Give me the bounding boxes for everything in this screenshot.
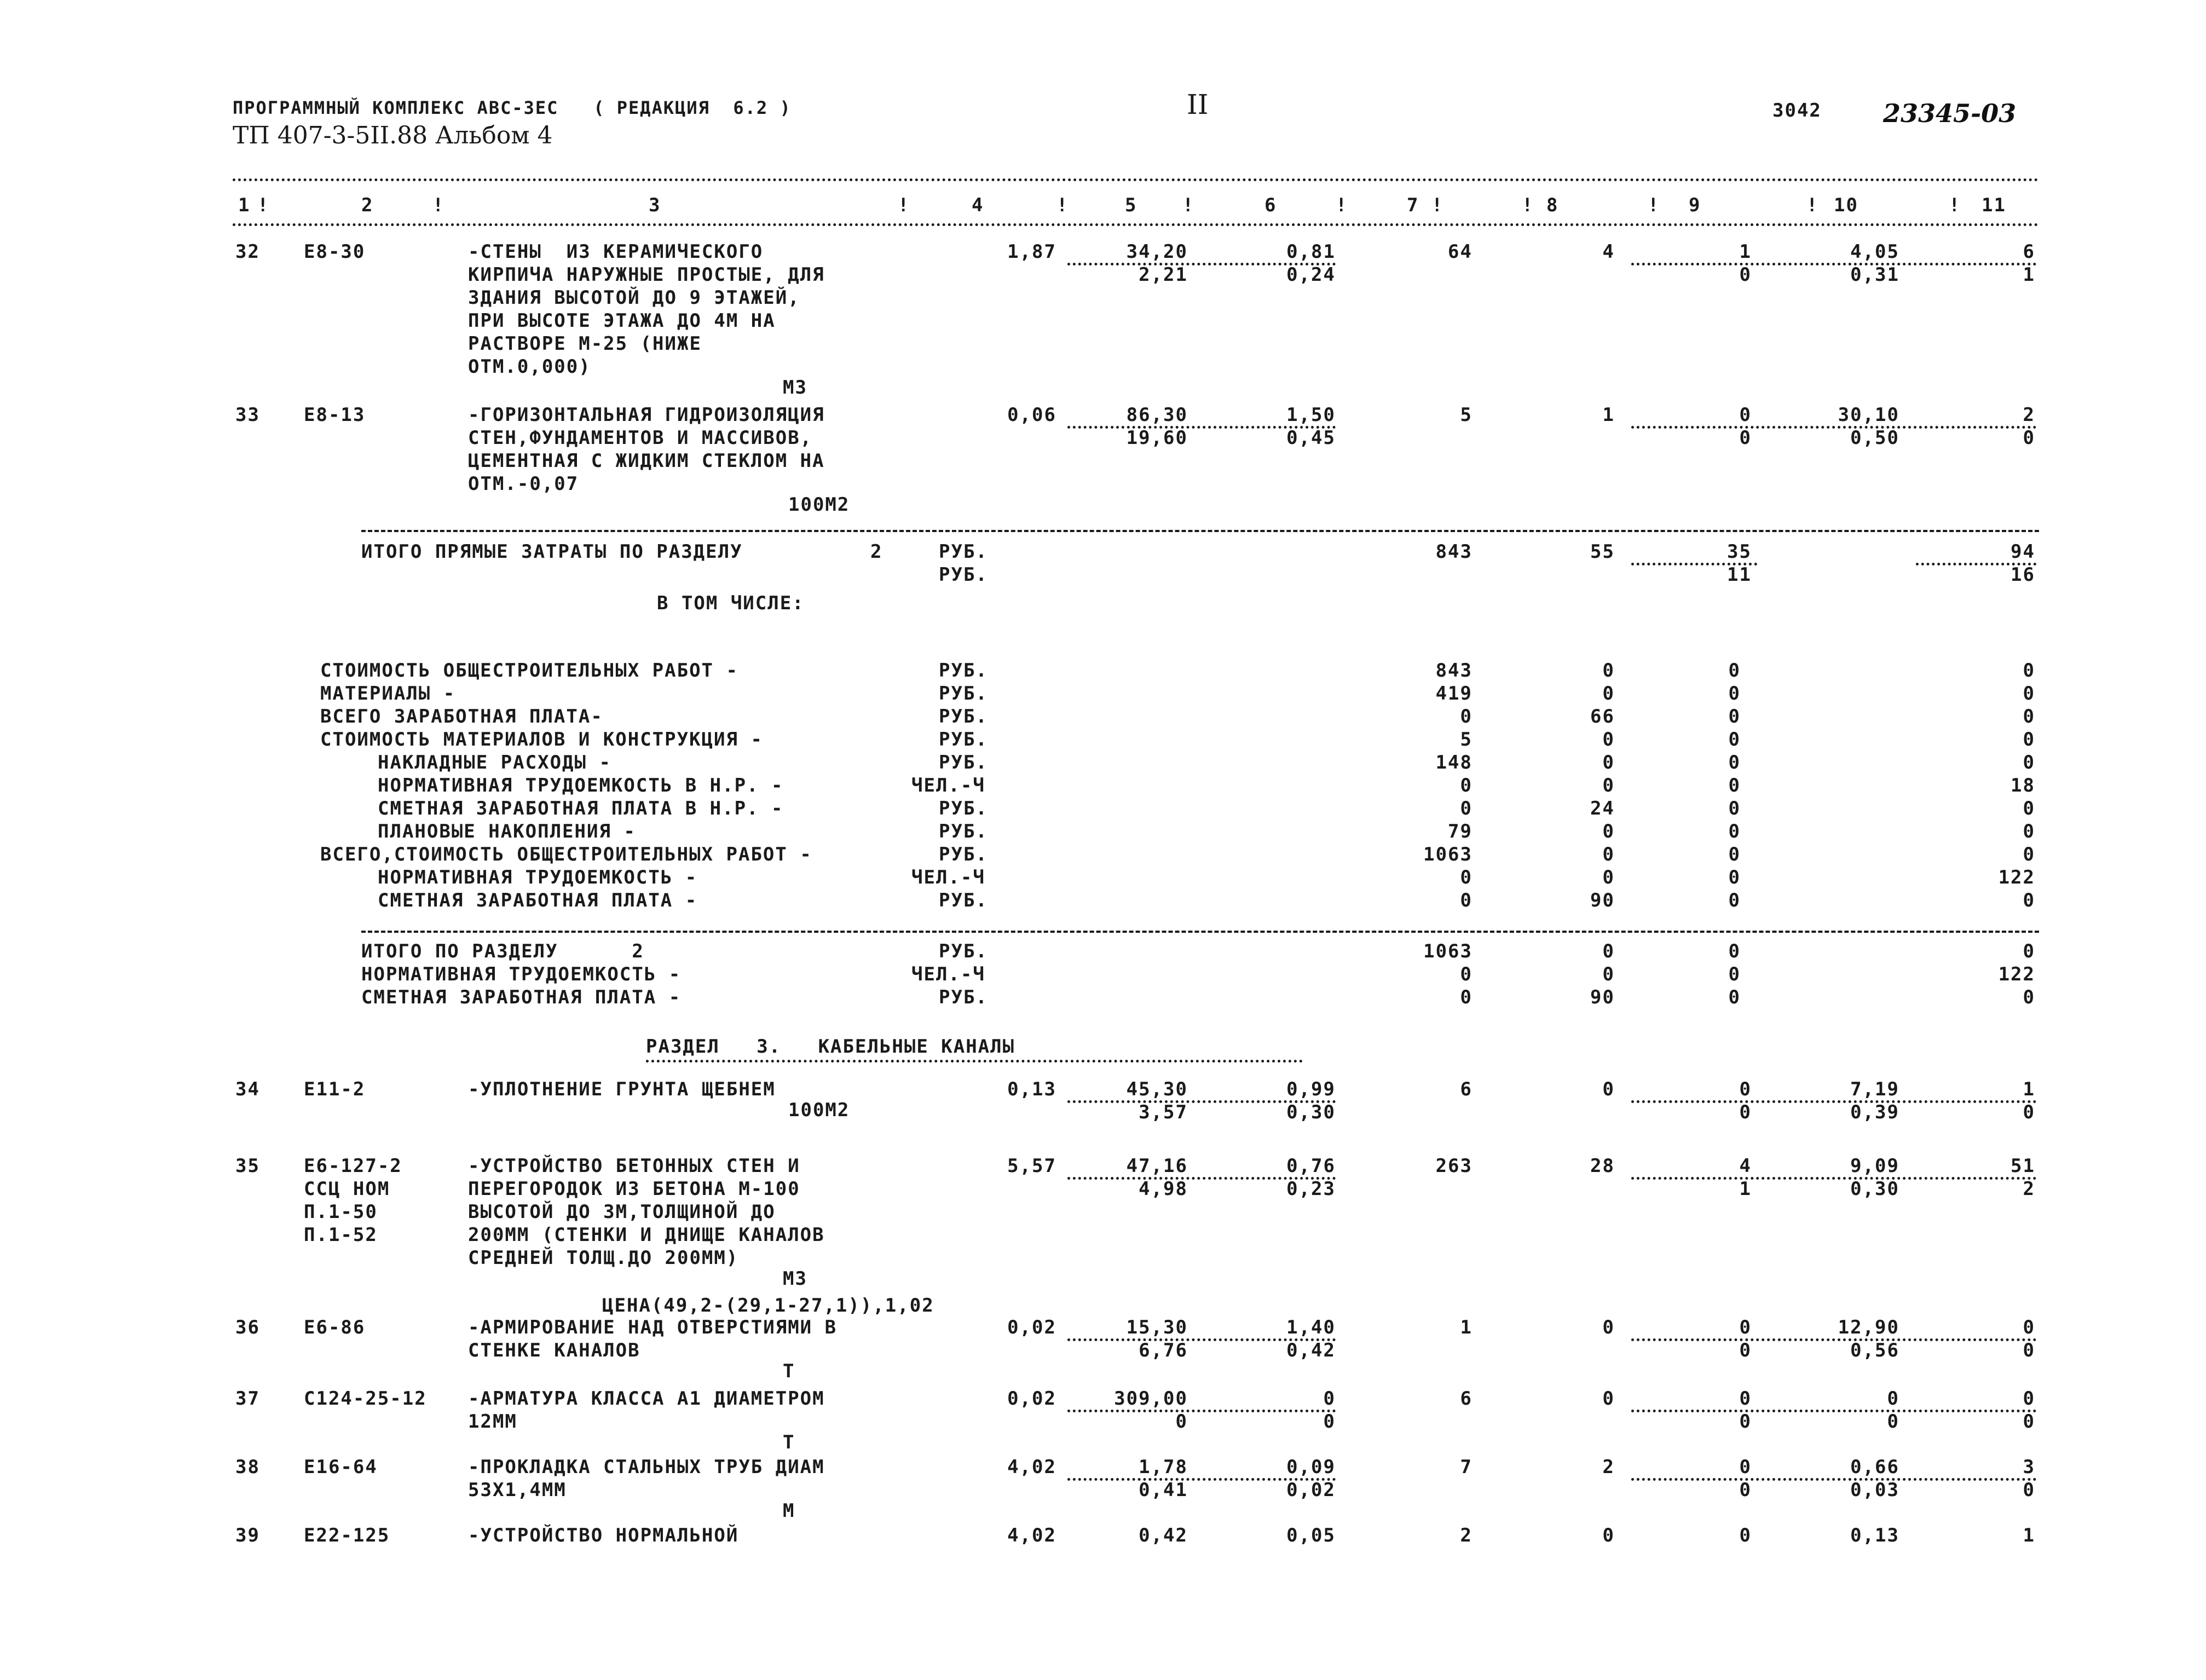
- breakdown-labor: 0: [2023, 683, 2035, 705]
- item-37-labor-unit: 0: [1887, 1388, 1899, 1410]
- item-36-price-machine-wage: 0,42: [1286, 1340, 1336, 1361]
- item-34-labor-machine-unit: 0,39: [1850, 1101, 1899, 1123]
- item-38-qty: 4,02: [1007, 1456, 1056, 1478]
- breakdown-cost: 0: [1460, 798, 1472, 819]
- item-34-price-machine-wage: 0,30: [1286, 1101, 1336, 1123]
- breakdown-label: СТОИМОСТЬ МАТЕРИАЛОВ И КОНСТРУКЦИЯ -: [320, 729, 763, 750]
- column-header-1: 1: [238, 194, 251, 216]
- item-35-desc-line: ВЫСОТОЙ ДО 3М,ТОЛЩИНОЙ ДО: [468, 1201, 776, 1223]
- item-39-price-wage: 0,05: [1286, 1525, 1336, 1546]
- section-total-labor: 0: [2023, 986, 2035, 1008]
- breakdown-cost: 419: [1435, 683, 1472, 705]
- item-33-desc-line: -ГОРИЗОНТАЛЬНАЯ ГИДРОИЗОЛЯЦИЯ: [468, 404, 825, 426]
- item-38-cost-machine-wage: 0: [1739, 1479, 1752, 1501]
- breakdown-cost: 1063: [1423, 844, 1472, 865]
- breakdown-labor: 0: [2023, 798, 2035, 819]
- breakdown-unit: РУБ.: [939, 683, 988, 705]
- breakdown-wage: 0: [1602, 844, 1615, 865]
- item-36-price-machine: 6,76: [1139, 1340, 1188, 1361]
- breakdown-wage: 0: [1602, 867, 1615, 888]
- item-37-price-total: 309,00: [1114, 1388, 1188, 1410]
- breakdown-labor: 0: [2023, 752, 2035, 773]
- section-total-label: СМЕТНАЯ ЗАРАБОТНАЯ ПЛАТА -: [361, 986, 682, 1008]
- breakdown-machine: 0: [1728, 660, 1741, 682]
- item-35-cost-machine-wage: 1: [1739, 1178, 1752, 1200]
- item-37-desc-line: 12ММ: [468, 1411, 517, 1433]
- breakdown-unit: ЧЕЛ.-Ч: [911, 775, 985, 796]
- item-32-labor-machine-unit: 0,31: [1850, 264, 1899, 286]
- item-36-labor-total: 0: [2023, 1317, 2035, 1338]
- totals-unit2: РУБ.: [939, 564, 988, 586]
- project-title: ТП 407-3-5II.88 Альбом 4: [233, 122, 553, 149]
- item-32-desc-line: РАСТВОРЕ М-25 (НИЖЕ: [468, 333, 702, 355]
- section-total-unit: ЧЕЛ.-Ч: [911, 963, 985, 985]
- column-divider: !: [1182, 194, 1195, 216]
- item-32-code: Е8-30: [304, 241, 366, 263]
- item-34-price-wage: 0,99: [1286, 1078, 1336, 1100]
- item-34-code: Е11-2: [304, 1078, 366, 1100]
- breakdown-machine: 0: [1728, 821, 1741, 842]
- breakdown-machine: 0: [1728, 844, 1741, 865]
- item-35-price-machine-wage: 0,23: [1286, 1178, 1336, 1200]
- item-37-price-machine-wage: 0: [1323, 1411, 1336, 1433]
- item-36-qty: 0,02: [1007, 1317, 1056, 1338]
- column-divider: !: [1336, 194, 1348, 216]
- item-33-labor-machine-unit: 0,50: [1850, 427, 1899, 449]
- section-total-rule: [361, 931, 2039, 933]
- section-total-wage: 0: [1602, 963, 1615, 985]
- totals-wage: 55: [1590, 541, 1615, 563]
- breakdown-wage: 0: [1602, 775, 1615, 796]
- item-32-cost-machine-wage: 0: [1739, 264, 1752, 286]
- item-36-num: 36: [235, 1317, 260, 1338]
- item-35-num: 35: [235, 1155, 260, 1177]
- column-divider: !: [1522, 194, 1534, 216]
- section-total-machine: 0: [1728, 963, 1741, 985]
- item-35-desc-line: ПЕРЕГОРОДОК ИЗ БЕТОНА М-100: [468, 1178, 800, 1200]
- breakdown-labor: 0: [2023, 660, 2035, 682]
- item-33-labor-unit: 30,10: [1838, 404, 1899, 426]
- breakdown-label: ПЛАНОВЫЕ НАКОПЛЕНИЯ -: [378, 821, 636, 842]
- breakdown-label: СМЕТНАЯ ЗАРАБОТНАЯ ПЛАТА -: [378, 890, 698, 911]
- item-35-cost-wage: 28: [1590, 1155, 1615, 1177]
- item-38-unit: М: [783, 1500, 795, 1522]
- breakdown-cost: 79: [1448, 821, 1472, 842]
- item-33-price-machine: 19,60: [1126, 427, 1188, 449]
- item-32-desc-line: ОТМ.0,000): [468, 356, 591, 378]
- item-36-desc-line: СТЕНКЕ КАНАЛОВ: [468, 1340, 640, 1361]
- item-38-cost-wage: 2: [1602, 1456, 1615, 1478]
- section-total-cost: 0: [1460, 963, 1472, 985]
- item-33-num: 33: [235, 404, 260, 426]
- item-32-desc-line: ПРИ ВЫСОТЕ ЭТАЖА ДО 4М НА: [468, 310, 776, 332]
- item-32-unit: М3: [783, 377, 807, 399]
- breakdown-machine: 0: [1728, 683, 1741, 705]
- item-38-cost-machine: 0: [1739, 1456, 1752, 1478]
- item-32-labor-total: 6: [2023, 241, 2035, 263]
- item-32-cost-wage: 4: [1602, 241, 1615, 263]
- section-total-machine: 0: [1728, 940, 1741, 962]
- breakdown-labor: 122: [1998, 867, 2035, 888]
- section-total-cost: 1063: [1423, 940, 1472, 962]
- column-divider: !: [257, 194, 270, 216]
- item-35-code: Е6-127-2: [304, 1155, 402, 1177]
- column-divider: !: [1806, 194, 1819, 216]
- breakdown-cost: 5: [1460, 729, 1472, 750]
- item-37-labor-total: 0: [2023, 1388, 2035, 1410]
- breakdown-machine: 0: [1728, 775, 1741, 796]
- item-39-labor-unit: 0,13: [1850, 1525, 1899, 1546]
- item-32-desc-line: КИРПИЧА НАРУЖНЫЕ ПРОСТЫЕ, ДЛЯ: [468, 264, 825, 286]
- item-32-desc-line: ЗДАНИЯ ВЫСОТОЙ ДО 9 ЭТАЖЕЙ,: [468, 287, 800, 309]
- section-total-machine: 0: [1728, 986, 1741, 1008]
- totals-unit: РУБ.: [939, 541, 988, 563]
- breakdown-machine: 0: [1728, 706, 1741, 728]
- breakdown-wage: 0: [1602, 660, 1615, 682]
- item-35-qty: 5,57: [1007, 1155, 1056, 1177]
- item-35-unit: М3: [783, 1268, 807, 1290]
- breakdown-label: НОРМАТИВНАЯ ТРУДОЕМКОСТЬ -: [378, 867, 698, 888]
- column-header-7: 7: [1407, 194, 1419, 216]
- breakdown-labor: 0: [2023, 729, 2035, 750]
- item-38-labor-unit: 0,66: [1850, 1456, 1899, 1478]
- breakdown-labor: 0: [2023, 890, 2035, 911]
- breakdown-machine: 0: [1728, 890, 1741, 911]
- page-number: II: [1187, 89, 1209, 120]
- totals-including: В ТОМ ЧИСЛЕ:: [657, 592, 805, 614]
- item-35-desc-line: 200ММ (СТЕНКИ И ДНИЩЕ КАНАЛОВ: [468, 1224, 825, 1246]
- item-32-labor-machine-total: 1: [2023, 264, 2035, 286]
- header-rule-top: [233, 178, 2039, 181]
- breakdown-wage: 0: [1602, 821, 1615, 842]
- item-36-price-total: 15,30: [1126, 1317, 1188, 1338]
- item-37-desc-line: -АРМАТУРА КЛАССА А1 ДИАМЕТРОМ: [468, 1388, 825, 1410]
- column-divider: !: [1056, 194, 1069, 216]
- column-header-4: 4: [972, 194, 984, 216]
- item-37-cost-total: 6: [1460, 1388, 1472, 1410]
- column-header-8: 8: [1546, 194, 1559, 216]
- item-39-num: 39: [235, 1525, 260, 1546]
- item-34-cost-machine: 0: [1739, 1078, 1752, 1100]
- item-35-labor-machine-total: 2: [2023, 1178, 2035, 1200]
- item-39-cost-wage: 0: [1602, 1525, 1615, 1546]
- item-37-cost-wage: 0: [1602, 1388, 1615, 1410]
- breakdown-wage: 24: [1590, 798, 1615, 819]
- breakdown-unit: ЧЕЛ.-Ч: [911, 867, 985, 888]
- item-34-desc-line: -УПЛОТНЕНИЕ ГРУНТА ЩЕБНЕМ: [468, 1078, 776, 1100]
- item-36-desc-line: -АРМИРОВАНИЕ НАД ОТВЕРСТИЯМИ В: [468, 1317, 838, 1338]
- item-35-price-machine: 4,98: [1139, 1178, 1188, 1200]
- item-39-cost-total: 2: [1460, 1525, 1472, 1546]
- section-total-unit: РУБ.: [939, 940, 988, 962]
- item-32-desc-line: -СТЕНЫ ИЗ КЕРАМИЧЕСКОГО: [468, 241, 764, 263]
- breakdown-cost: 843: [1435, 660, 1472, 682]
- item-37-unit: Т: [783, 1431, 795, 1453]
- item-36-cost-machine: 0: [1739, 1317, 1752, 1338]
- breakdown-wage: 90: [1590, 890, 1615, 911]
- item-38-desc-line: -ПРОКЛАДКА СТАЛЬНЫХ ТРУБ ДИАМ: [468, 1456, 825, 1478]
- section-total-wage: 90: [1590, 986, 1615, 1008]
- program-header: ПРОГРАММНЫЙ КОМПЛЕКС АВС-ЗЕС ( РЕДАКЦИЯ 6.2 ): [233, 97, 792, 118]
- item-38-labor-machine-unit: 0,03: [1850, 1479, 1899, 1501]
- totals-machine-wage: 11: [1727, 564, 1752, 586]
- item-38-price-machine-wage: 0,02: [1286, 1479, 1336, 1501]
- breakdown-machine: 0: [1728, 752, 1741, 773]
- item-38-labor-total: 3: [2023, 1456, 2035, 1478]
- totals-title: ИТОГО ПРЯМЫЕ ЗАТРАТЫ ПО РАЗДЕЛУ: [361, 541, 743, 563]
- item-35-price-note: ЦЕНА(49,2-(29,1-27,1)),1,02: [602, 1295, 934, 1317]
- breakdown-labor: 0: [2023, 706, 2035, 728]
- breakdown-label: СТОИМОСТЬ ОБЩЕСТРОИТЕЛЬНЫХ РАБОТ -: [320, 660, 738, 682]
- item-37-code: С124-25-12: [304, 1388, 427, 1410]
- breakdown-wage: 0: [1602, 729, 1615, 750]
- item-32-cost-machine: 1: [1739, 241, 1752, 263]
- item-39-code: Е22-125: [304, 1525, 390, 1546]
- item-32-num: 32: [235, 241, 260, 263]
- breakdown-cost: 0: [1460, 775, 1472, 796]
- item-39-labor-total: 1: [2023, 1525, 2035, 1546]
- item-35-code-extra: ССЦ НОМ: [304, 1178, 390, 1200]
- item-33-price-total: 86,30: [1126, 404, 1188, 426]
- breakdown-label: МАТЕРИАЛЫ -: [320, 683, 456, 705]
- breakdown-cost: 0: [1460, 867, 1472, 888]
- breakdown-cost: 0: [1460, 890, 1472, 911]
- item-34-price-total: 45,30: [1126, 1078, 1188, 1100]
- column-divider: !: [1431, 194, 1444, 216]
- breakdown-wage: 0: [1602, 752, 1615, 773]
- totals-rule: [361, 530, 2039, 532]
- item-35-price-wage: 0,76: [1286, 1155, 1336, 1177]
- item-35-cost-total: 263: [1435, 1155, 1472, 1177]
- breakdown-wage: 66: [1590, 706, 1615, 728]
- item-35-price-total: 47,16: [1126, 1155, 1188, 1177]
- item-32-labor-unit: 4,05: [1850, 241, 1899, 263]
- item-34-unit: 100М2: [788, 1099, 850, 1121]
- column-divider: !: [1949, 194, 1961, 216]
- item-33-desc-line: СТЕН,ФУНДАМЕНТОВ И МАССИВОВ,: [468, 427, 813, 449]
- section-total-labor: 0: [2023, 940, 2035, 962]
- totals-cost: 843: [1435, 541, 1472, 563]
- item-38-price-total: 1,78: [1139, 1456, 1188, 1478]
- item-32-qty: 1,87: [1007, 241, 1056, 263]
- breakdown-label: НАКЛАДНЫЕ РАСХОДЫ -: [378, 752, 611, 773]
- breakdown-cost: 0: [1460, 706, 1472, 728]
- item-35-labor-unit: 9,09: [1850, 1155, 1899, 1177]
- item-33-cost-wage: 1: [1602, 404, 1615, 426]
- item-34-cost-total: 6: [1460, 1078, 1472, 1100]
- item-33-price-machine-wage: 0,45: [1286, 427, 1336, 449]
- breakdown-label: НОРМАТИВНАЯ ТРУДОЕМКОСТЬ В Н.Р. -: [378, 775, 784, 796]
- totals-labor: 94: [2011, 541, 2035, 563]
- item-34-price-machine: 3,57: [1139, 1101, 1188, 1123]
- totals-section-no: 2: [870, 541, 883, 563]
- item-36-labor-unit: 12,90: [1838, 1317, 1899, 1338]
- handwritten-number: 23345-03: [1883, 99, 2017, 128]
- item-38-price-machine: 0,41: [1139, 1479, 1188, 1501]
- item-33-labor-machine-total: 0: [2023, 427, 2035, 449]
- breakdown-label: ВСЕГО,СТОИМОСТЬ ОБЩЕСТРОИТЕЛЬНЫХ РАБОТ -: [320, 844, 812, 865]
- item-33-cost-total: 5: [1460, 404, 1472, 426]
- item-39-cost-machine: 0: [1739, 1525, 1752, 1546]
- breakdown-labor: 0: [2023, 844, 2035, 865]
- item-33-price-wage: 1,50: [1286, 404, 1336, 426]
- item-34-qty: 0,13: [1007, 1078, 1056, 1100]
- item-38-cost-total: 7: [1460, 1456, 1472, 1478]
- breakdown-machine: 0: [1728, 729, 1741, 750]
- item-37-labor-machine-total: 0: [2023, 1411, 2035, 1433]
- item-32-price-wage: 0,81: [1286, 241, 1336, 263]
- item-37-cost-machine-wage: 0: [1739, 1411, 1752, 1433]
- column-header-9: 9: [1689, 194, 1701, 216]
- section-total-unit: РУБ.: [939, 986, 988, 1008]
- item-36-labor-machine-unit: 0,56: [1850, 1340, 1899, 1361]
- section3-title: РАЗДЕЛ 3. КАБЕЛЬНЫЕ КАНАЛЫ: [646, 1036, 1015, 1058]
- breakdown-unit: РУБ.: [939, 729, 988, 750]
- breakdown-label: ВСЕГО ЗАРАБОТНАЯ ПЛАТА-: [320, 706, 603, 728]
- item-36-code: Е6-86: [304, 1317, 366, 1338]
- breakdown-wage: 0: [1602, 683, 1615, 705]
- item-35-cost-machine: 4: [1739, 1155, 1752, 1177]
- item-35-labor-machine-unit: 0,30: [1850, 1178, 1899, 1200]
- breakdown-unit: РУБ.: [939, 890, 988, 911]
- column-header-5: 5: [1125, 194, 1137, 216]
- column-header-6: 6: [1264, 194, 1277, 216]
- item-38-num: 38: [235, 1456, 260, 1478]
- item-36-price-wage: 1,40: [1286, 1317, 1336, 1338]
- item-33-desc-line: ОТМ.-0,07: [468, 473, 579, 495]
- item-39-price-total: 0,42: [1139, 1525, 1188, 1546]
- item-35-code-extra: П.1-50: [304, 1201, 378, 1223]
- breakdown-unit: РУБ.: [939, 706, 988, 728]
- item-36-cost-machine-wage: 0: [1739, 1340, 1752, 1361]
- breakdown-cost: 148: [1435, 752, 1472, 773]
- document-code: 3042: [1772, 100, 1822, 122]
- item-34-cost-wage: 0: [1602, 1078, 1615, 1100]
- item-39-desc-line: -УСТРОЙСТВО НОРМАЛЬНОЙ: [468, 1525, 739, 1546]
- column-header-11: 11: [1982, 194, 2006, 216]
- item-35-code-extra: П.1-52: [304, 1224, 378, 1246]
- item-32-cost-total: 64: [1448, 241, 1472, 263]
- breakdown-unit: РУБ.: [939, 752, 988, 773]
- item-37-price-wage: 0: [1323, 1388, 1336, 1410]
- breakdown-unit: РУБ.: [939, 821, 988, 842]
- item-37-num: 37: [235, 1388, 260, 1410]
- item-34-labor-total: 1: [2023, 1078, 2035, 1100]
- column-divider: !: [1648, 194, 1660, 216]
- item-33-qty: 0,06: [1007, 404, 1056, 426]
- column-divider: !: [898, 194, 910, 216]
- item-33-labor-total: 2: [2023, 404, 2035, 426]
- item-37-cost-machine: 0: [1739, 1388, 1752, 1410]
- item-36-cost-wage: 0: [1602, 1317, 1615, 1338]
- item-37-price-machine: 0: [1175, 1411, 1188, 1433]
- section-total-cost: 0: [1460, 986, 1472, 1008]
- item-37-qty: 0,02: [1007, 1388, 1056, 1410]
- column-header-3: 3: [649, 194, 661, 216]
- item-38-code: Е16-64: [304, 1456, 378, 1478]
- item-32-price-machine-wage: 0,24: [1286, 264, 1336, 286]
- item-33-desc-line: ЦЕМЕНТНАЯ С ЖИДКИМ СТЕКЛОМ НА: [468, 450, 825, 472]
- section-total-label: НОРМАТИВНАЯ ТРУДОЕМКОСТЬ -: [361, 963, 682, 985]
- item-34-cost-machine-wage: 0: [1739, 1101, 1752, 1123]
- section-total-labor: 122: [1998, 963, 2035, 985]
- item-35-labor-total: 51: [2011, 1155, 2035, 1177]
- item-35-desc-line: -УСТРОЙСТВО БЕТОННЫХ СТЕН И: [468, 1155, 800, 1177]
- breakdown-unit: РУБ.: [939, 660, 988, 682]
- breakdown-labor: 18: [2011, 775, 2035, 796]
- item-32-price-total: 34,20: [1126, 241, 1188, 263]
- item-34-labor-unit: 7,19: [1850, 1078, 1899, 1100]
- item-38-price-wage: 0,09: [1286, 1456, 1336, 1478]
- item-33-code: Е8-13: [304, 404, 366, 426]
- breakdown-label: СМЕТНАЯ ЗАРАБОТНАЯ ПЛАТА В Н.Р. -: [378, 798, 784, 819]
- breakdown-machine: 0: [1728, 867, 1741, 888]
- section-total-wage: 0: [1602, 940, 1615, 962]
- item-39-qty: 4,02: [1007, 1525, 1056, 1546]
- item-33-cost-machine: 0: [1739, 404, 1752, 426]
- breakdown-labor: 0: [2023, 821, 2035, 842]
- item-34-num: 34: [235, 1078, 260, 1100]
- item-36-labor-machine-total: 0: [2023, 1340, 2035, 1361]
- item-33-unit: 100М2: [788, 494, 850, 516]
- item-38-desc-line: 53Х1,4ММ: [468, 1479, 567, 1501]
- totals-labor-machine: 16: [2011, 564, 2035, 586]
- item-32-price-machine: 2,21: [1139, 264, 1188, 286]
- item-36-cost-total: 1: [1460, 1317, 1472, 1338]
- item-36-unit: Т: [783, 1360, 795, 1382]
- item-38-labor-machine-total: 0: [2023, 1479, 2035, 1501]
- section-total-label: ИТОГО ПО РАЗДЕЛУ 2: [361, 940, 644, 962]
- item-34-labor-machine-total: 0: [2023, 1101, 2035, 1123]
- item-33-cost-machine-wage: 0: [1739, 427, 1752, 449]
- breakdown-unit: РУБ.: [939, 844, 988, 865]
- column-header-10: 10: [1834, 194, 1858, 216]
- section3-underline: [646, 1060, 1303, 1063]
- column-header-2: 2: [361, 194, 374, 216]
- header-rule-bottom: [233, 223, 2039, 226]
- breakdown-machine: 0: [1728, 798, 1741, 819]
- totals-machine: 35: [1727, 541, 1752, 563]
- item-37-labor-machine-unit: 0: [1887, 1411, 1899, 1433]
- column-divider: !: [432, 194, 445, 216]
- breakdown-unit: РУБ.: [939, 798, 988, 819]
- item-35-desc-line: СРЕДНЕЙ ТОЛЩ.ДО 200ММ): [468, 1247, 739, 1269]
